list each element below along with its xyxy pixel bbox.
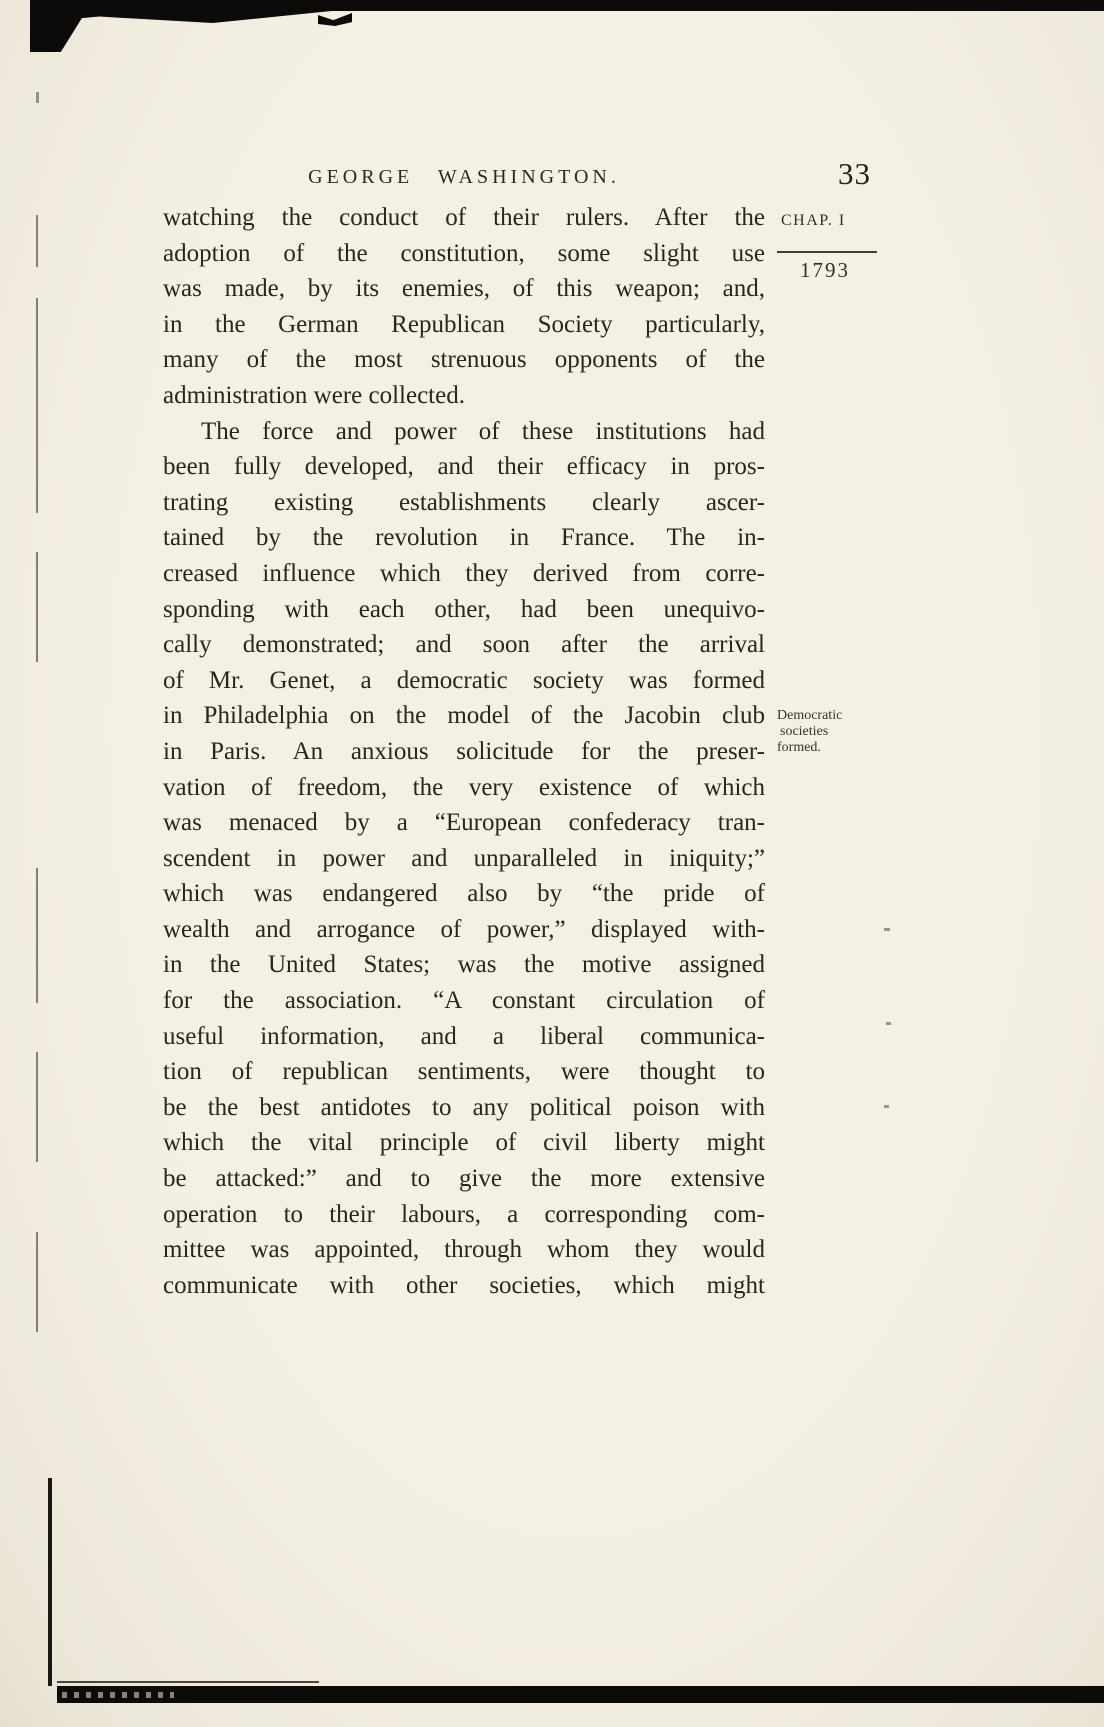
scan-artifact-top-left-wedge bbox=[30, 0, 86, 52]
text-line: cally demonstrated; and soon after the arrival bbox=[163, 631, 765, 659]
scan-artifact-gutter-mark bbox=[48, 1478, 52, 1686]
side-note-line: Democratic bbox=[777, 708, 843, 723]
text-line: adoption of the constitution, some slight use bbox=[163, 239, 765, 267]
text-line: was made, by its enemies, of this weapon; and, bbox=[163, 275, 765, 303]
scan-artifact-speck bbox=[886, 1022, 891, 1025]
text-line: vation of freedom, the very existence of which bbox=[163, 773, 765, 801]
scan-artifact-bottom-bar bbox=[57, 1686, 1104, 1703]
side-note-line: formed. bbox=[777, 740, 821, 755]
scan-artifact-gutter-mark bbox=[36, 298, 38, 513]
text-line: watching the conduct of their rulers. After the bbox=[163, 204, 765, 231]
text-line: many of the most strenuous opponents of the bbox=[163, 346, 765, 374]
text-line: which was endangered also by “the pride of bbox=[163, 880, 765, 908]
page-body bbox=[163, 200, 765, 1303]
text-line: useful information, and a liberal communica- bbox=[163, 1022, 765, 1050]
scan-artifact-gutter-mark bbox=[36, 868, 38, 1003]
year-label: 1793 bbox=[800, 258, 850, 282]
text-line: communicate with other societies, which might bbox=[163, 1271, 765, 1299]
scan-artifact-gutter-mark bbox=[36, 215, 38, 267]
text-line: in the United States; was the motive assigned bbox=[163, 951, 765, 979]
page-number: 33 bbox=[838, 156, 871, 191]
scan-artifact-gutter-mark bbox=[36, 1052, 38, 1162]
side-note bbox=[777, 708, 897, 756]
text-line: creased influence which they derived from corre- bbox=[163, 559, 765, 587]
text-line: in Philadelphia on the model of the Jacobin club bbox=[163, 702, 765, 730]
text-line: be the best antidotes to any political poison with bbox=[163, 1093, 765, 1121]
scan-artifact-bottom-line bbox=[57, 1681, 319, 1683]
text-line: trating existing establishments clearly ascer- bbox=[163, 488, 765, 516]
text-line: administration were collected. bbox=[163, 381, 465, 409]
text-line: sponding with each other, had been unequivo- bbox=[163, 595, 765, 623]
text-line: been fully developed, and their efficacy in pros- bbox=[163, 453, 765, 481]
year-rule bbox=[777, 251, 877, 253]
text-line: scendent in power and unparalleled in iniquity;” bbox=[163, 844, 765, 872]
scan-artifact-top-blob bbox=[318, 13, 352, 26]
text-line: tion of republican sentiments, were thought to bbox=[163, 1058, 765, 1086]
side-note-line: societies bbox=[780, 724, 829, 739]
text-line: wealth and arrogance of power,” displayed with- bbox=[163, 915, 765, 943]
text-line: tained by the revolution in France. The in- bbox=[163, 524, 765, 552]
text-line: The force and power of these institutions had bbox=[201, 417, 765, 445]
scan-artifact-speck bbox=[884, 928, 890, 931]
scan-artifact-gutter-mark bbox=[36, 1232, 38, 1332]
text-line: be attacked:” and to give the more extensive bbox=[163, 1165, 765, 1193]
text-line: in Paris. An anxious solicitude for the preser- bbox=[163, 737, 765, 765]
text-line: was menaced by a “European confederacy tran- bbox=[163, 809, 765, 837]
text-line: which the vital principle of civil liberty might bbox=[163, 1129, 765, 1157]
text-line: operation to their labours, a corresponding com- bbox=[163, 1200, 765, 1228]
scan-artifact-speck bbox=[36, 92, 39, 103]
scan-artifact-speck bbox=[884, 1105, 889, 1108]
text-line: mittee was appointed, through whom they would bbox=[163, 1236, 765, 1264]
running-title: GEORGE WASHINGTON. bbox=[308, 166, 620, 188]
text-line: of Mr. Genet, a democratic society was formed bbox=[163, 666, 765, 694]
scan-artifact-gutter-mark bbox=[36, 552, 38, 662]
text-line: for the association. “A constant circulation of bbox=[163, 987, 765, 1015]
scan-artifact-bottom-specks bbox=[62, 1692, 174, 1698]
chapter-label: CHAP. I bbox=[781, 212, 846, 229]
text-line: in the German Republican Society particularly, bbox=[163, 310, 765, 338]
